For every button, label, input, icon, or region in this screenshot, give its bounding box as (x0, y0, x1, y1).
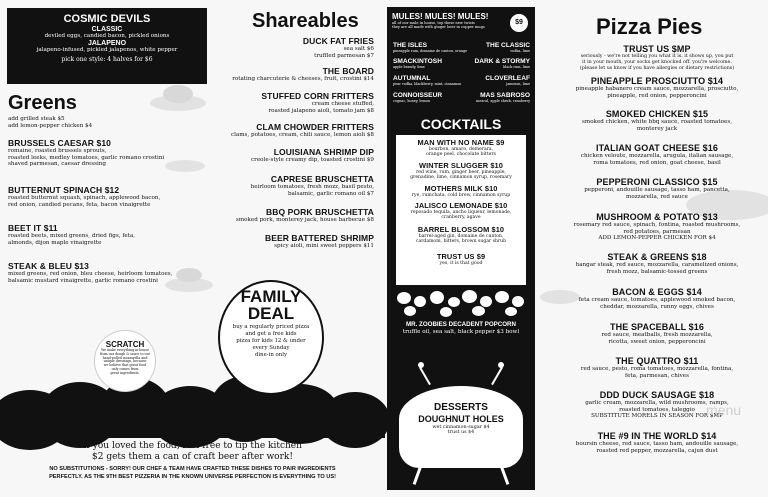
family-deal-title: DEAL (247, 304, 295, 323)
menu-item: THE BOARD rotating charcuterie & cheeses, fruit, crostini $14 (232, 66, 374, 82)
scratch-title: SCRATCH (105, 340, 145, 349)
policy-line: NO SUBSTITUTIONS - SORRY! OUR CHEF & TEAM HAVE CRAFTED THESE DISHES TO PAIR INGREDIENTS (49, 466, 336, 472)
pizza-title: Pizza Pies (596, 14, 703, 39)
footer (0, 441, 385, 481)
mules-price-badge: $9 (510, 14, 528, 32)
mules-section: MULES! MULES! MULES! all of our mule in house, top these new twists they are all made with ginger beer in copper mugs (392, 12, 530, 30)
cocktail-item: MAN WITH NO NAME $9 bourbon, amaro, demerara, orange peel, chocolate bitters (417, 138, 505, 158)
pizza-item: ITALIAN GOAT CHEESE $16 chicken veloute, mozzarella, arugula, italian sausage, roma tomatoes, red onion, goat cheese, basil (580, 143, 734, 166)
salad-butternut-spinach: BUTTERNUT SPINACH $12 roasted butternut squash, spinach, applewood bacon, red onion, candied pecans, feta, bacon vinaigrette (8, 185, 161, 208)
pizza-item: TRUST US $MP seriously - we're not telling you what it is. it shows up, you put it in your mouth, your socks get knocked off. you're welcome. (please let us know if you have allergies or dietary restrictions) (579, 44, 735, 71)
pizza-item: THE SPACEBALL $16 red sauce, meatballs, fresh mozzarella, ricotta, sweet onion, pepperoncini (601, 322, 713, 345)
greens-addon: add lemon-pepper chicken $4 (8, 123, 93, 129)
cocktail-item: BARREL BLOSSOM $10 barrel-aged gin, domaine de canton, cardamom, bitters, brown sugar shrub (415, 225, 507, 245)
jalapeno-desc: jalapeno-infused, pickled jalapenos, white pepper (36, 46, 178, 53)
ufo-decoration (163, 85, 193, 103)
cocktails-box (396, 135, 526, 285)
greens-title: Greens (8, 92, 77, 114)
cocktail-item: JALISCO LEMONADE $10 reposado tequila, ancho liqueur, lemonade, cranberry, agave (410, 201, 512, 221)
salad-brussels-caesar: BRUSSELS CAESAR $10 romaine, roasted brussels sprouts, roasted leeks, medley tomatoes, garlic romano crostini shaved parmesan, caesar dressing (8, 138, 165, 168)
classic-desc: deviled eggs, candied bacon, pickled onions (44, 33, 170, 39)
watermark: menu (706, 402, 742, 418)
shareables-list (231, 36, 374, 250)
menu-item: LOUISIANA SHRIMP DIP creole-style creamy dip, toasted crostini $9 (251, 147, 374, 163)
popcorn-title: MR. ZOOBIES DECADENT POPCORN (405, 321, 516, 328)
pick-style: pick one style: 4 halves for $6 (61, 56, 153, 64)
shareables-title: Shareables (252, 10, 359, 32)
family-deal-badge: FAMILY DEAL buy a regularly priced pizza and get a free kids pizza for kids 12 & under every Sunday dine-in only (218, 280, 324, 395)
policy-line: PERFECTLY. AS THE 9TH BEST PIZZERIA IN THE KNOWN UNIVERSE PERFECTION IS EVERYTHING TO US! (49, 474, 336, 480)
family-deal-title: FAMILY (240, 287, 302, 306)
item-name: STEAK & BLEU $13 (8, 261, 89, 271)
pizza-item: DDD DUCK SAUSAGE $18 garlic cream, mozzarella, wild mushrooms, ramps, roasted tomatoes, taleggio SUBSTITUTE MORELS IN SEASON FOR $MP (585, 390, 729, 420)
cocktails-title: COCKTAILS (420, 116, 502, 132)
pizza-item: PINEAPPLE PROSCIUTTO $14 pineapple habanero cream sauce, mozzarella, prosciutto, pineapple, red onion, pepperoncini (575, 76, 739, 99)
desserts-box: DESSERTS DOUGHNUT HOLES wet cinnamon-sugar $4 trust us $4 (399, 386, 523, 468)
item-name: BUTTERNUT SPINACH $12 (8, 185, 120, 195)
menu-item: CAPRESE BRUSCHETTA heirloom tomatoes, fresh mozz, basil pesto, balsamic, garlic romano oil $7 (250, 174, 374, 197)
cocktail-item: WINTER SLUGGER $10 red wine, rum, ginger beer, pineapple, grenadine, lime, cinnamon syrup, rosemary (410, 161, 512, 181)
popcorn-section (387, 321, 535, 335)
salad-beet-it: BEET IT $11 roasted beets, mixed greens, dried figs, feta, almonds, dijon maple vinaigrette (8, 223, 136, 246)
item-name: BRUSSELS CAESAR $10 (8, 138, 111, 148)
pizza-item: PEPPERONI CLASSICO $15 pepperoni, andouille sausage, tasso ham, pancetta, mozzarella, red sauce (584, 177, 730, 200)
cocktail-item: TRUST US $9 yes, it is that good (436, 252, 486, 266)
scratch-badge: SCRATCH We make everything in-house from our dough & sauce to our hand-pulled mozzarella and unique dressings, because we believe that great food only comes from great ingredients. (94, 330, 156, 392)
ufo-decoration (176, 268, 202, 282)
mules-title: MULES! MULES! MULES! (392, 12, 489, 21)
cosmic-devils-box (7, 8, 207, 84)
pizza-item: MUSHROOM & POTATO $13 rosemary red sauce, spinach, fontina, roasted mushrooms, red potatoes, parmesan ADD LEMON-PEPPER CHICKEN FOR $4 (573, 212, 741, 242)
cosmic-devils-title: COSMIC DEVILS (63, 13, 151, 25)
cocktail-item: MOTHERS MILK $10 rye, rumchata, cold brew, cinnamon syrup (411, 184, 511, 198)
menu-item: BEER BATTERED SHRIMP spicy aioli, mini sweet peppers $11 (264, 233, 374, 249)
classic-label: CLASSIC (91, 26, 123, 33)
ufo-decoration (165, 160, 205, 172)
pizza-item: THE QUATTRO $11 red sauce, pesto, roma tomatoes, mozzarella, fontina, feta, parmesan, chives (580, 356, 734, 379)
ufo-antenna-tip (418, 362, 424, 368)
desserts-title: DESSERTS (434, 402, 488, 413)
tip-line: $2 gets them a can of craft beer after work! (92, 452, 293, 462)
menu-item: STUFFED CORN FRITTERS cream cheese stuffed, roasted jalapeno aioli, tomato jam $8 (261, 91, 374, 114)
menu-item: BBQ PORK BRUSCHETTA smoked pork, monterey jack, house barbecue $8 (235, 207, 374, 223)
menu-item: DUCK FAT FRIES sea salt $6 truffled parmesan $7 (302, 36, 374, 59)
pizza-item: BACON & EGGS $14 feta cream sauce, tomatoes, applewood smoked bacon, cheddar, mozzarella, runny eggs, chives (578, 287, 736, 310)
pizza-list (552, 44, 762, 454)
pizza-item: SMOKED CHICKEN $15 smoked chicken, white bbq sauce, roasted tomatoes, monterey jack (582, 109, 732, 132)
popcorn-desc: truffle oil, sea salt, black pepper $3 bowl (402, 329, 520, 335)
tip-line: If you loved the food, feel free to tip the kitchen (83, 441, 302, 451)
greens-addon: add grilled steak $5 (8, 116, 65, 122)
salad-steak-bleu: STEAK & BLEU $13 mixed greens, red onion, bleu cheese, heirloom tomatoes, balsamic mustard vinaigrette, garlic romano crostini (8, 261, 173, 284)
pizza-item: STEAK & GREENS $18 hangar steak, red sauce, mozzarella, caramelized onions, fresh mozz, balsamic-tossed greens (575, 252, 739, 275)
ufo-antenna-tip (498, 362, 504, 368)
item-name: BEET IT $11 (8, 223, 58, 233)
doughnut-holes: DOUGHNUT HOLES (418, 414, 504, 424)
jalapeno-label: JALAPENO (87, 39, 127, 47)
mules-grid: THE ISLES pineapple rum, domaine de canton, orange THE CLASSIC vodka, lime SMACKINTOSH apple brandy, lime DARK & STORMY black rum, lime AUTUMNAL pear vodka, blackberry, mint, cinnamon CLOVERLEAF jameson, lime CONNOISSEUR cognac, honey, lemon MAS SABROSO mezcal, apple shrub, cranberry (393, 42, 530, 103)
pizza-item: THE #9 IN THE WORLD $14 boursin cheese, red sauce, tasso ham, andouille sausage, roasted red pepper, mozzarella, cajun dust (575, 431, 739, 454)
menu-item: CLAM CHOWDER FRITTERS clams, potatoes, cream, chili sauce, lemon aioli $8 (231, 122, 374, 138)
